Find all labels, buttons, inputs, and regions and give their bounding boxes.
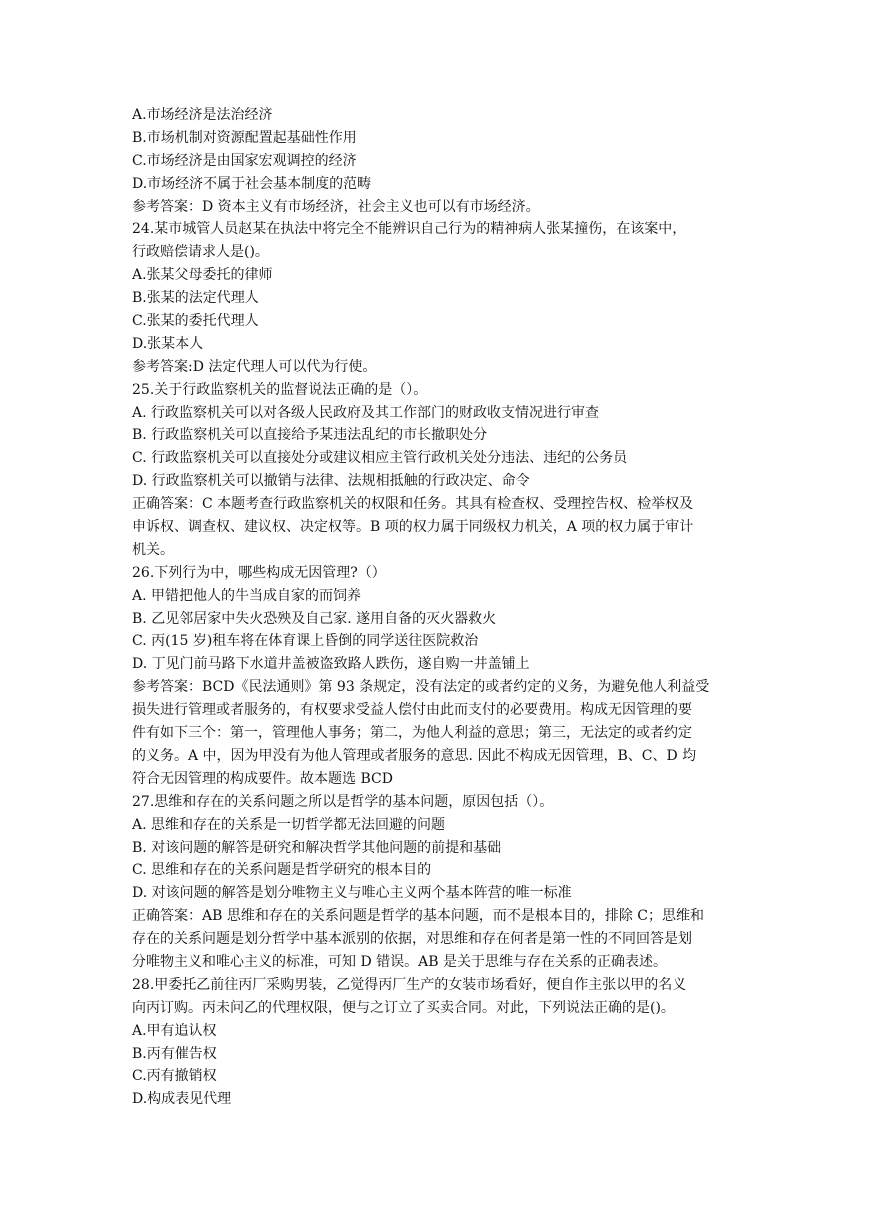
text-line: D.市场经济不属于社会基本制度的范畴: [132, 175, 372, 192]
text-line: 28.甲委托乙前往丙厂采购男装，乙觉得丙厂生产的女装市场看好，便自作主张以甲的名义: [132, 976, 687, 993]
text-line: D.张某本人: [132, 335, 204, 352]
text-line: 存在的关系问题是划分哲学中基本派别的依据，对思维和存在何者是第一性的不同回答是划: [132, 931, 692, 948]
text-line: 机关。: [132, 541, 174, 558]
text-line: A. 行政监察机关可以对各级人民政府及其工作部门的财政收支情况进行审查: [132, 404, 600, 421]
text-line: 24.某市城管人员赵某在执法中将完全不能辨识自己行为的精神病人张某撞伤，在该案中，: [132, 221, 687, 238]
text-line: C. 丙(15 岁)租车将在体育课上昏倒的同学送往医院救治: [132, 633, 479, 650]
text-line: 正确答案：C 本题考查行政监察机关的权限和任务。其具有检查权、受理控告权、检举权及: [132, 496, 694, 513]
text-line: 参考答案：BCD《民法通则》第 93 条规定，没有法定的或者约定的义务，为避免他人利益受: [132, 679, 710, 696]
text-line: 的义务。A 中，因为甲没有为他人管理或者服务的意思. 因此不构成无因管理，B、C、D 均: [132, 747, 697, 764]
text-line: A. 甲错把他人的牛当成自家的而饲养: [132, 587, 362, 604]
text-line: 向丙订购。丙未问乙的代理权限，便与之订立了买卖合同。对此，下列说法正确的是()。: [132, 999, 675, 1016]
text-line: 损失进行管理或者服务的，有权要求受益人偿付由此而支付的必要费用。构成无因管理的要: [132, 702, 692, 719]
text-line: C. 行政监察机关可以直接处分或建议相应主管行政机关处分违法、违纪的公务员: [132, 450, 628, 467]
text-line: 26.下列行为中，哪些构成无因管理?（）: [132, 564, 386, 581]
text-line: D. 丁见门前马路下水道井盖被盗致路人跌伤，遂自购一井盖铺上: [132, 656, 530, 673]
text-line: A.市场经济是法治经济: [132, 107, 273, 123]
text-line: C.市场经济是由国家宏观调控的经济: [132, 152, 357, 169]
text-line: 25.关于行政监察机关的监督说法正确的是（）。: [132, 381, 428, 398]
text-line: A. 思维和存在的关系是一切哲学都无法回避的问题: [132, 816, 446, 833]
text-line: B.张某的法定代理人: [132, 290, 259, 307]
text-line: B.市场机制对资源配置起基础性作用: [132, 129, 357, 146]
text-line: 行政赔偿请求人是()。: [132, 244, 269, 261]
text-line: B.丙有催告权: [132, 1045, 217, 1062]
text-line: D. 行政监察机关可以撤销与法律、法规相抵触的行政决定、命令: [132, 473, 530, 490]
text-line: D. 对该问题的解答是划分唯物主义与唯心主义两个基本阵营的唯一标准: [132, 885, 572, 902]
text-line: C. 思维和存在的关系问题是哲学研究的根本目的: [132, 862, 432, 879]
text-line: 申诉权、调查权、建议权、决定权等。B 项的权力属于同级权力机关，A 项的权力属于审计: [132, 519, 694, 536]
text-line: 正确答案：AB 思维和存在的关系问题是哲学的基本问题，而不是根本目的，排除 C；思维和: [132, 908, 705, 925]
text-line: 件有如下三个：第一，管理他人事务；第二，为他人利益的意思；第三，无法定的或者约定: [132, 725, 692, 742]
text-line: 27.思维和存在的关系问题之所以是哲学的基本问题，原因包括（）。: [132, 793, 554, 810]
text-line: 参考答案：D 资本主义有市场经济，社会主义也可以有市场经济。: [132, 198, 540, 215]
text-line: A.张某父母委托的律师: [132, 267, 273, 284]
text-line: C.张某的委托代理人: [132, 313, 259, 330]
text-line: B. 对该问题的解答是研究和解决哲学其他问题的前提和基础: [132, 839, 502, 856]
text-line: D.构成表见代理: [132, 1091, 232, 1108]
text-line: A.甲有追认权: [132, 1022, 217, 1039]
text-line: 参考答案:D 法定代理人可以代为行使。: [132, 358, 377, 375]
document-page: [132, 104, 742, 1111]
text-line: B. 行政监察机关可以直接给予某违法乱纪的市长撤职处分: [132, 427, 488, 444]
text-line: B. 乙见邻居家中失火恐殃及自己家. 遂用自备的灭火器救火: [132, 610, 497, 627]
text-line: 符合无因管理的构成要件。故本题选 BCD: [132, 770, 393, 787]
text-line: C.丙有撤销权: [132, 1068, 217, 1085]
text-line: 分唯物主义和唯心主义的标准，可知 D 错误。AB 是关于思维与存在关系的正确表述。: [132, 953, 667, 970]
